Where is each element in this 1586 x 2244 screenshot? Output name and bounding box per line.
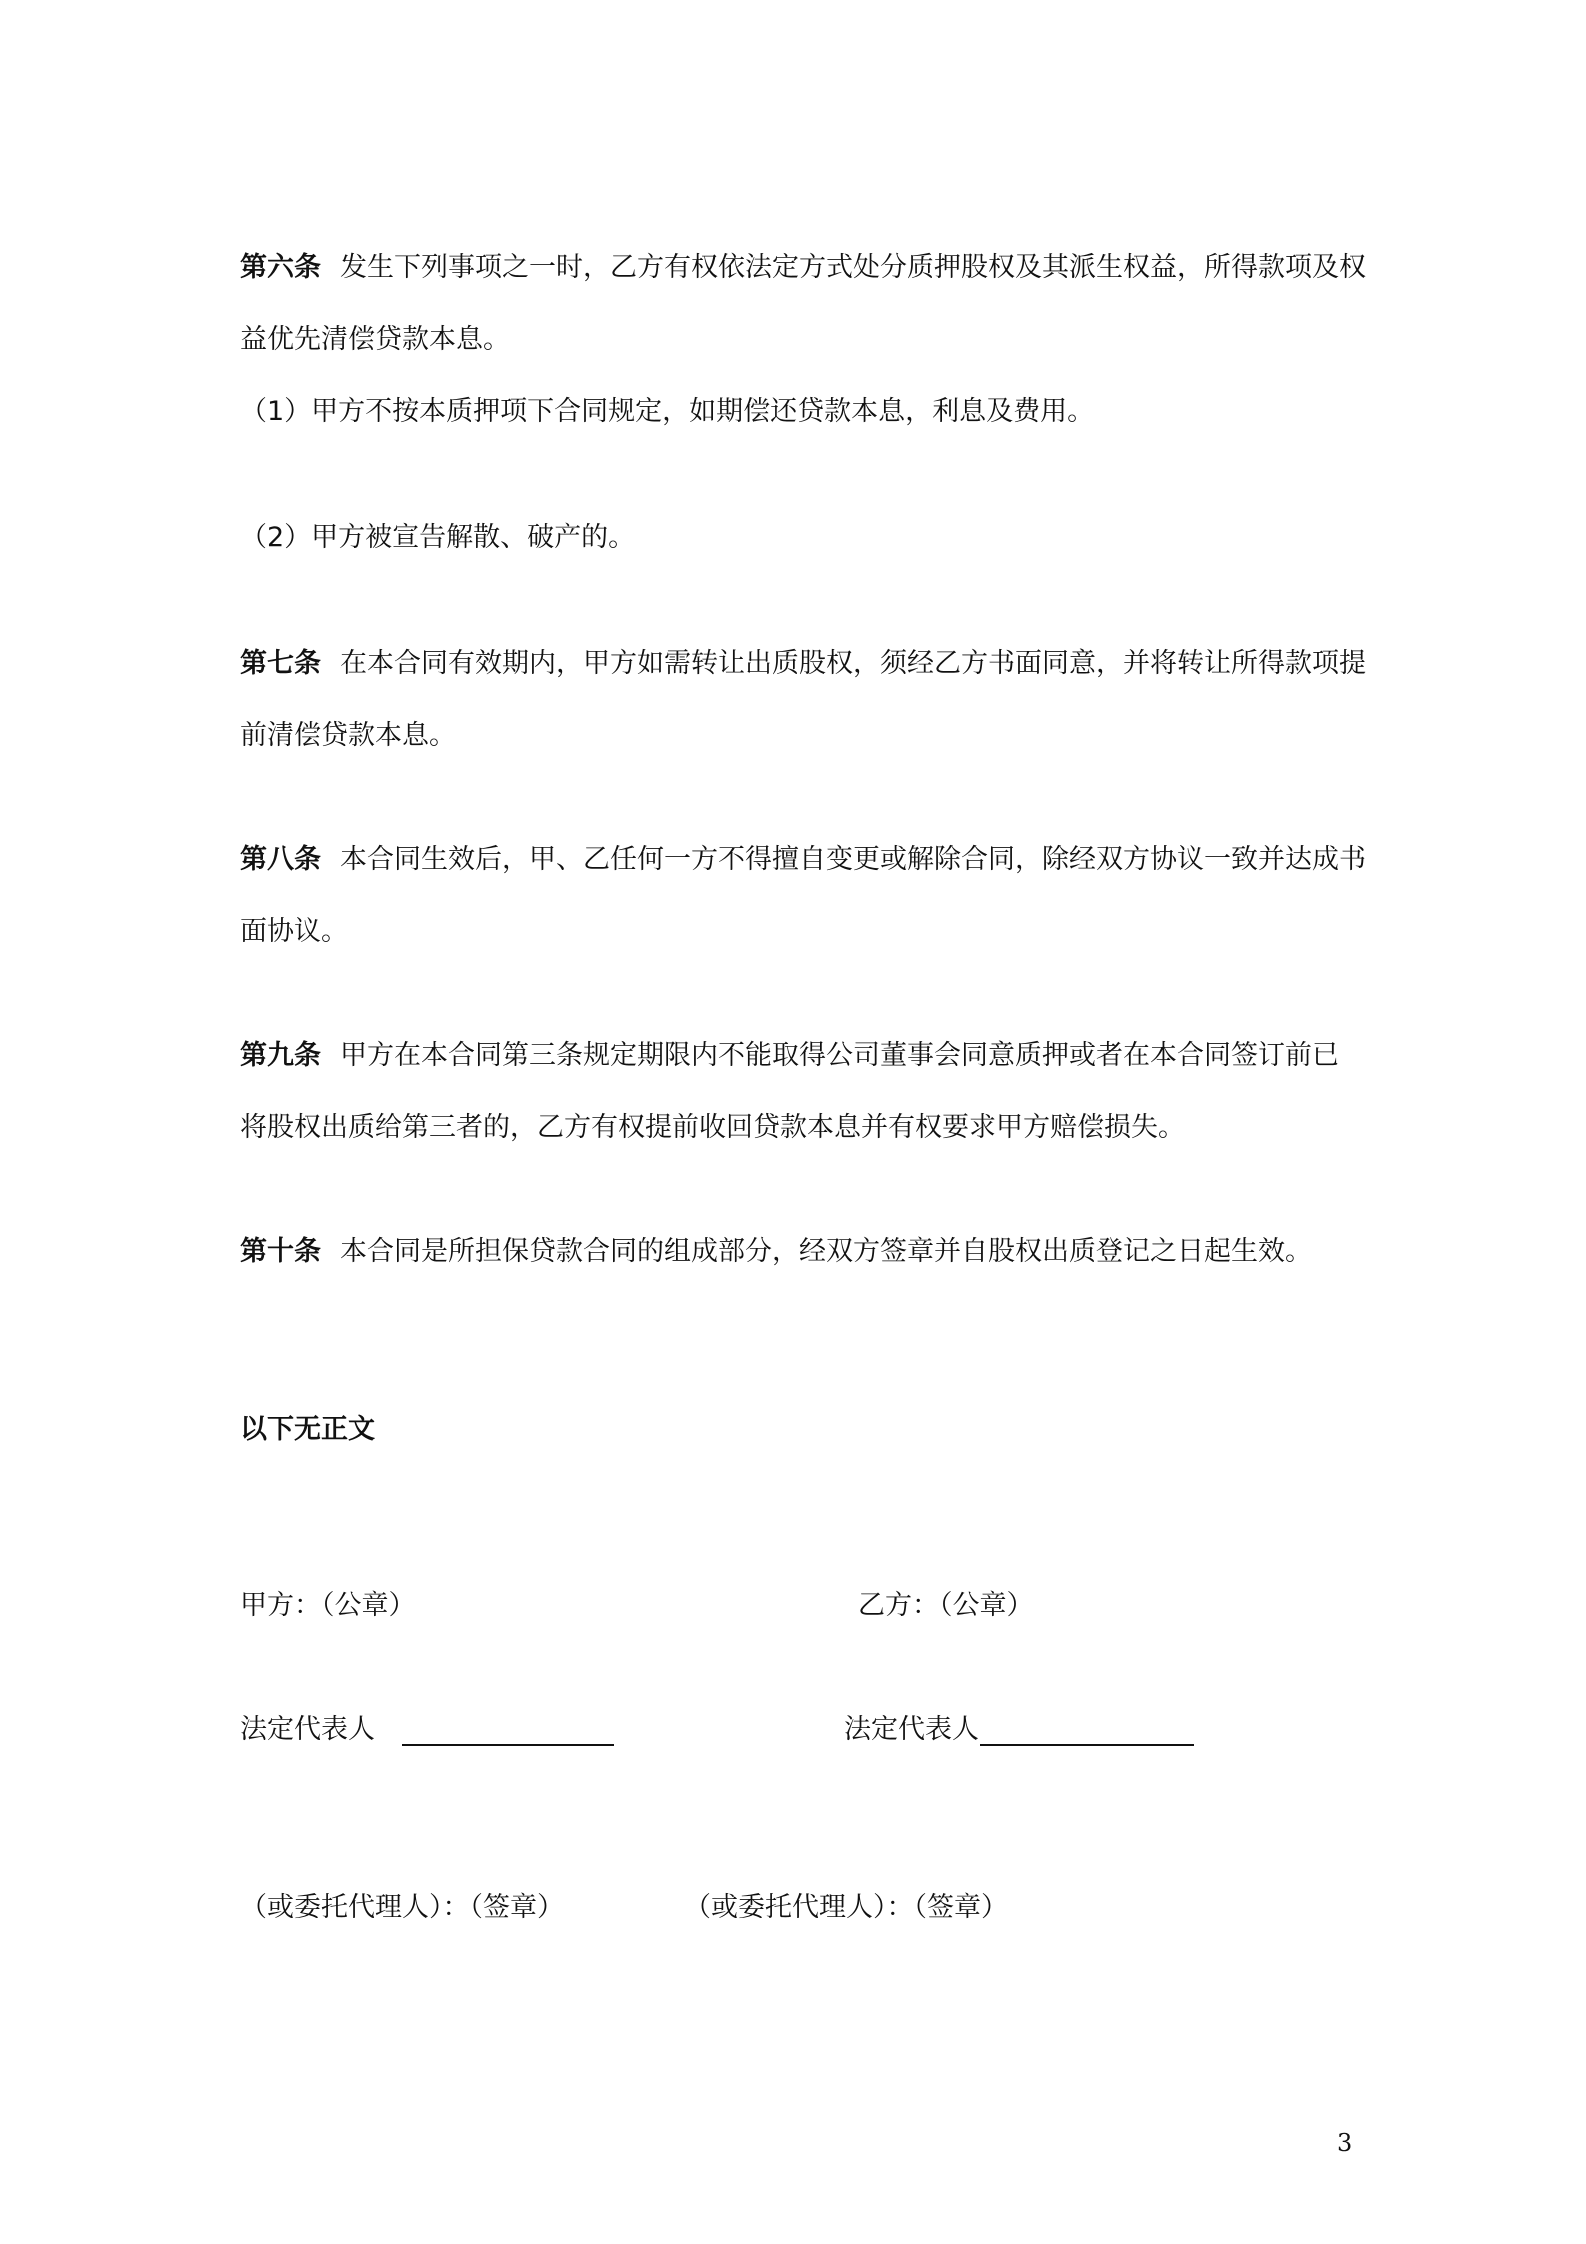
clause-9-text: 甲方在本合同第三条规定期限内不能取得公司董事会同意质押或者在本合同签订前已 (340, 1040, 1339, 1071)
page-number: 3 (1337, 2129, 1353, 2157)
party-a-seal: 甲方：（公章） (240, 1590, 416, 1621)
clause-8-line-1 (240, 842, 1366, 878)
clause-10-line-1 (240, 1234, 1312, 1270)
clause-7-label: 第七条 (240, 648, 321, 679)
party-b-seal: 乙方：（公章） (858, 1590, 1034, 1621)
party-a-legal-rep-blank[interactable] (402, 1744, 614, 1746)
clause-9-line-2: 将股权出质给第三者的，乙方有权提前收回贷款本息并有权要求甲方赔偿损失。 (240, 1112, 1185, 1143)
clause-6-text: 发生下列事项之一时，乙方有权依法定方式处分质押股权及其派生权益，所得款项及权 (340, 252, 1366, 283)
clause-7-line-1 (240, 646, 1366, 682)
clause-8-line-2: 面协议。 (240, 916, 348, 947)
clause-8-label: 第八条 (240, 844, 321, 875)
clause-6-label: 第六条 (240, 252, 321, 283)
party-a-legal-rep-label: 法定代表人 (240, 1714, 375, 1745)
clause-6-line-2: 益优先清偿贷款本息。 (240, 324, 510, 355)
party-b-legal-rep-label: 法定代表人 (844, 1714, 979, 1745)
party-b-legal-rep-blank[interactable] (980, 1744, 1194, 1746)
clause-6-item-2: （2）甲方被宣告解散、破产的。 (240, 522, 636, 553)
clause-9-label: 第九条 (240, 1040, 321, 1071)
clause-10-label: 第十条 (240, 1236, 321, 1267)
end-note: 以下无正文 (240, 1414, 375, 1445)
clause-7-line-2: 前清偿贷款本息。 (240, 720, 456, 751)
clause-10-text: 本合同是所担保贷款合同的组成部分，经双方签章并自股权出质登记之日起生效。 (340, 1236, 1312, 1267)
clause-7-text: 在本合同有效期内，甲方如需转让出质股权，须经乙方书面同意，并将转让所得款项提 (340, 648, 1366, 679)
clause-6-item-1: （1）甲方不按本质押项下合同规定，如期偿还贷款本息，利息及费用。 (240, 396, 1095, 427)
clause-8-text: 本合同生效后，甲、乙任何一方不得擅自变更或解除合同，除经双方协议一致并达成书 (340, 844, 1366, 875)
party-b-agent: （或委托代理人）：（签章） (684, 1892, 1008, 1923)
party-a-agent: （或委托代理人）：（签章） (240, 1892, 564, 1923)
clause-6-line-1 (240, 250, 1366, 286)
clause-9-line-1 (240, 1038, 1339, 1074)
